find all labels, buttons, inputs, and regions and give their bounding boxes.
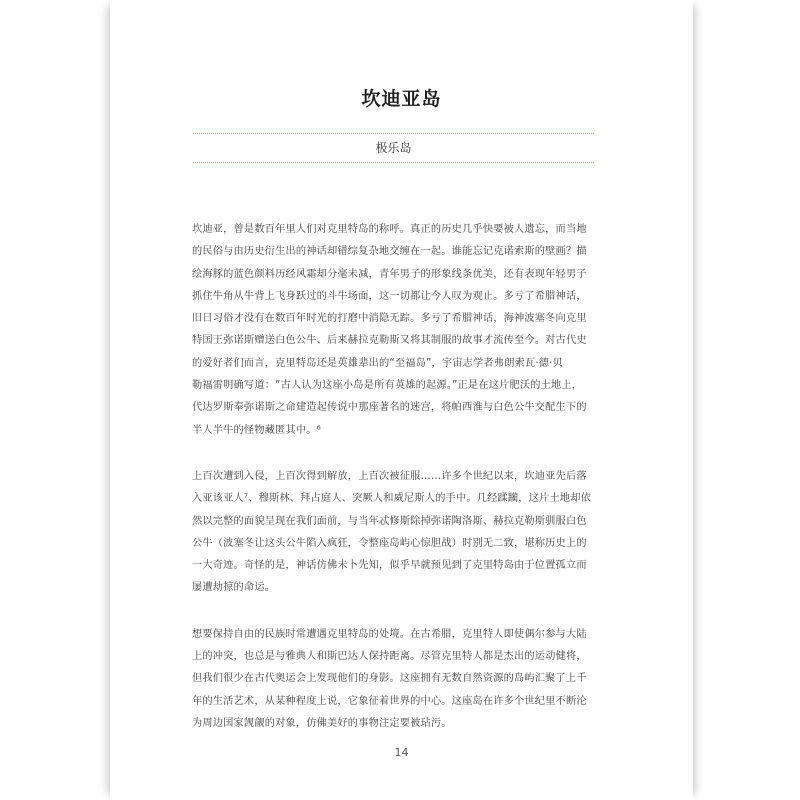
- text-line: 想要保持自由的民族时常遭遇克里特岛的处境。在古希腊，克里特人即使偶尔参与大陆: [192, 628, 587, 640]
- body-text: [192, 219, 596, 759]
- text-line: 绘海豚的蓝色颜料历经风霜却分毫未减，青年男子的形象线条优美，还有表现年轻男子: [192, 268, 587, 280]
- text-line: 公牛（波塞冬让这头公牛陷入疯狂，令整座岛屿心惊胆战）时别无二致，堪称历史上的: [192, 537, 587, 549]
- text-line: 勒福雷明确写道：“古人认为这座小岛是所有英雄的起源。”正是在这片肥沃的土地上，: [192, 380, 583, 392]
- text-line: 但我们很少在古代奥运会上发现他们的身影。这座拥有无数自然资源的岛屿汇聚了上千: [192, 673, 587, 685]
- bottom-dotted-rule: [193, 162, 594, 163]
- text-line: 旧日习俗才没有在数百年时光的打磨中消隐无踪。多亏了希腊神话，海神波塞冬向克里: [192, 313, 587, 325]
- body-paragraph: [192, 219, 596, 442]
- chapter-subtitle: 极乐岛: [375, 141, 412, 155]
- book-page: [110, 0, 693, 800]
- top-dotted-rule: [193, 133, 594, 134]
- text-line: 上百次遭到入侵，上百次得到解放，上百次被征服……许多个世纪以来，坎迪亚先后落: [192, 470, 587, 482]
- text-line: 为周边国家觊觎的对象，仿佛美好的事物注定要被玷污。: [192, 717, 452, 729]
- text-line: 特国王弥诺斯赠送白色公牛、后来赫拉克勒斯又将其制服的故事才流传至今。对古代史: [192, 335, 587, 347]
- page-number: 14: [394, 746, 409, 759]
- text-line: 抓住牛角从牛背上飞身跃过的斗牛场面，这一切都让今人叹为观止。多亏了希腊神话，: [192, 290, 587, 302]
- text-line: 然以完整的面貌呈现在我们面前，与当年忒修斯除掉弥诺陶洛斯、赫拉克勒斯驯服白色: [192, 515, 587, 527]
- body-paragraph: [192, 466, 596, 600]
- text-line: 年的生活艺术，从某种程度上说，它象征着世界的中心。这座岛在许多个世纪里不断沦: [192, 695, 587, 707]
- text-line: 屡遭劫掠的命运。: [192, 582, 276, 594]
- text-line: 一大奇迹。奇怪的是，神话仿佛未卜先知，似乎早就预见到了克里特岛由于位置孤立而: [192, 560, 587, 572]
- text-line: 上的冲突，也总是与雅典人和斯巴达人保持距离。尽管克里特人都是杰出的运动健将，: [192, 651, 587, 663]
- text-line: 入亚该亚人⁷、穆斯林、拜占庭人、突厥人和威尼斯人的手中。几经蹂躏，这片土地却依: [192, 493, 592, 505]
- text-line: 半人半牛的怪物藏匿其中。⁶: [192, 424, 321, 436]
- chapter-title: 坎迪亚岛: [361, 88, 442, 110]
- text-line: 代达罗斯奉弥诺斯之命建造起传说中那座著名的迷宫，将帕西淮与白色公牛交配生下的: [192, 402, 587, 414]
- text-line: 坎迪亚，曾是数百年里人们对克里特岛的称呼。真正的历史几乎快要被人遗忘，而当地: [192, 224, 587, 235]
- body-paragraph: [192, 624, 596, 735]
- text-line: 的爱好者们而言，克里特岛还是英雄辈出的“至福岛”，宇宙志学者弗朗索瓦·德·贝: [192, 357, 564, 369]
- text-line: 的民俗与由历史衍生出的神话却错综复杂地交缠在一起。谁能忘记克诺索斯的壁画？描: [192, 246, 587, 258]
